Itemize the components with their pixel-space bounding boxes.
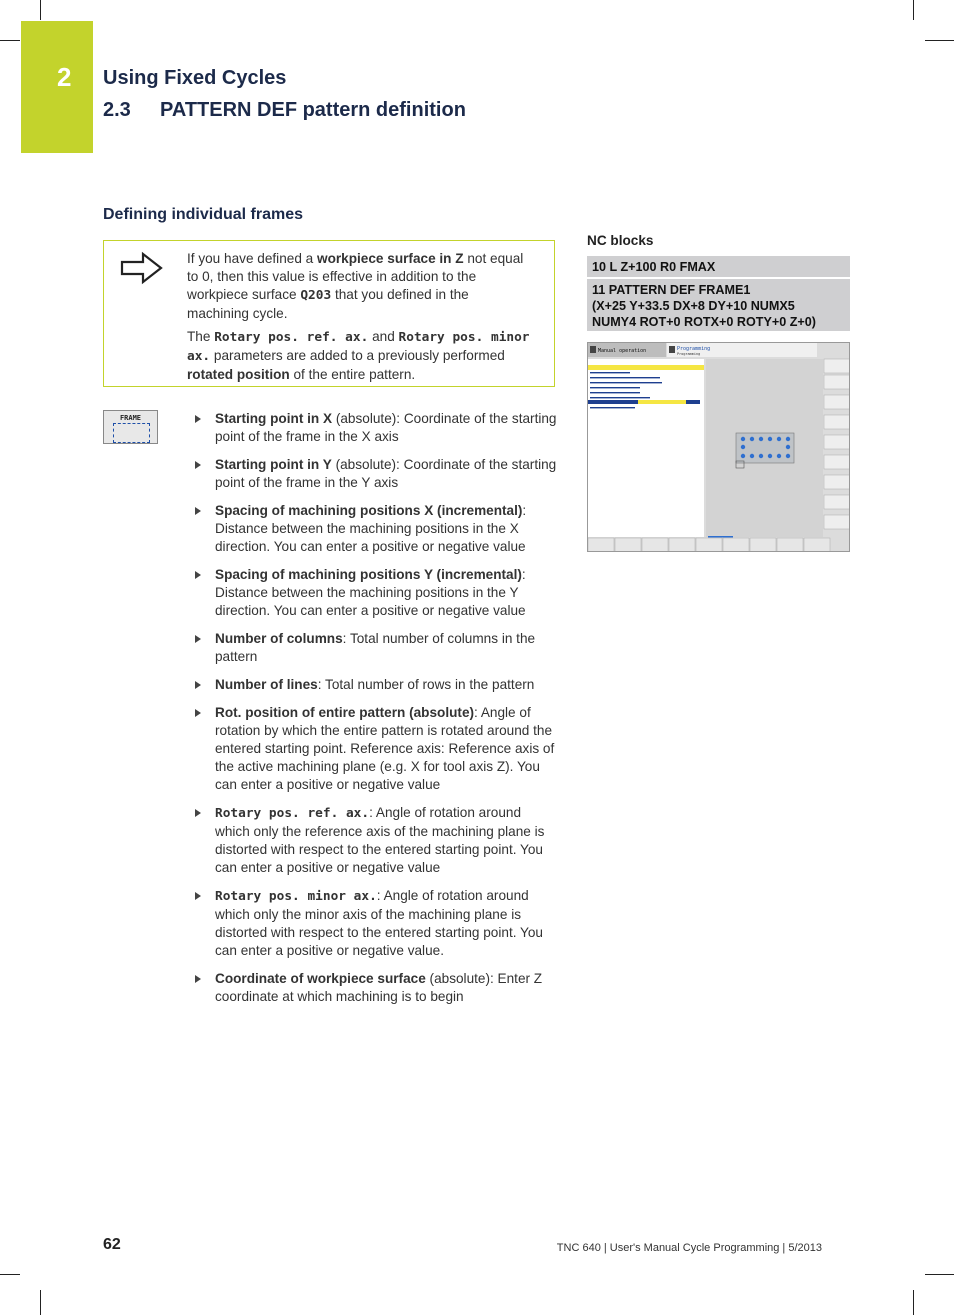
- note-box: [103, 240, 555, 387]
- bold-text: workpiece surface in Z: [317, 251, 464, 266]
- parameter-name: Rotary pos. ref. ax.: [214, 330, 369, 345]
- footer-text: TNC 640 | User's Manual Cycle Programming | 5/2013: [556, 1242, 822, 1254]
- bullet-arrow-icon: [195, 507, 201, 515]
- subheading: Defining individual frames: [103, 206, 304, 223]
- frame-pattern-icon: [113, 423, 150, 443]
- bold-text: Spacing of machining positions Y (incremental): [215, 567, 522, 582]
- body-text: If you have defined a: [187, 251, 317, 266]
- body-text: : Distance between the machining positions in the Y direction. You can enter a positive or negative value: [215, 567, 526, 618]
- section-heading: [103, 99, 466, 122]
- list-item: [193, 456, 558, 492]
- note-paragraph-2: [187, 328, 532, 384]
- bullet-arrow-icon: [195, 892, 201, 900]
- bullet-arrow-icon: [195, 809, 201, 817]
- bold-text: Starting point in X: [215, 411, 333, 426]
- bullet-arrow-icon: [195, 461, 201, 469]
- parameter-name: Q203: [300, 288, 332, 303]
- list-item: [193, 704, 558, 794]
- bullet-arrow-icon: [195, 415, 201, 423]
- body-text: and: [368, 329, 399, 344]
- nc-blocks-title: NC blocks: [587, 233, 654, 248]
- bullet-arrow-icon: [195, 571, 201, 579]
- crop-mark: [925, 1274, 954, 1275]
- screen-mode-right-sub: Programming: [677, 352, 701, 356]
- body-text: The: [187, 329, 215, 344]
- nc-block-2: [587, 279, 850, 331]
- section-number: 2.3: [103, 99, 131, 121]
- body-text: not equal to 0, then this value is effective in addition to the workpiece surface: [187, 251, 524, 302]
- nc-block-1-text: 10 L Z+100 R0 FMAX: [592, 260, 716, 274]
- list-item: [193, 804, 558, 877]
- nc-block-2-line-1: 11 PATTERN DEF FRAME1: [592, 283, 751, 297]
- parameter-name: Rotary pos. minor ax.: [187, 330, 530, 364]
- body-text: (absolute): Coordinate of the starting point of the frame in the X axis: [215, 411, 557, 444]
- section-title: PATTERN DEF pattern definition: [160, 99, 466, 121]
- bold-text: Rot. position of entire pattern (absolute): [215, 705, 475, 720]
- body-text: of the entire pattern.: [289, 367, 416, 382]
- crop-mark: [40, 1290, 41, 1315]
- body-text: : Angle of rotation around which only the reference axis of the machining plane is distorted with respect to the entered starting point. You can enter a positive or negative value: [215, 805, 545, 875]
- body-text: parameters are added to a previously performed: [210, 348, 505, 363]
- screen-mode-right: Programming: [677, 346, 711, 352]
- parameter-name: Rotary pos. minor ax.: [215, 889, 377, 904]
- control-screen-image: [588, 343, 850, 552]
- page-number: 62: [103, 1236, 121, 1253]
- body-text: : Angle of rotation by which the entire pattern is rotated around the entered starting point. Reference axis: Reference axis of the active machining plane (e.g. X for tool axis Z). You can enter a positive or negative value: [215, 705, 555, 792]
- crop-mark: [0, 1274, 20, 1275]
- nc-block-2-line-2: (X+25 Y+33.5 DX+8 DY+10 NUMX5: [592, 299, 795, 313]
- body-text: (absolute): Enter Z coordinate at which machining is to begin: [215, 971, 543, 1004]
- crop-mark: [0, 40, 20, 41]
- bold-text: rotated position: [187, 367, 290, 382]
- note-text: [187, 250, 532, 389]
- crop-mark: [913, 1290, 914, 1315]
- bold-text: Number of columns: [215, 631, 343, 646]
- list-item: [193, 566, 558, 620]
- crop-mark: [913, 0, 914, 20]
- list-item: [193, 410, 558, 446]
- body-text: : Angle of rotation around which only the minor axis of the machining plane is distorted with respect to the entered starting point. You can enter a positive or negative value.: [215, 888, 543, 958]
- bold-text: Starting point in Y: [215, 457, 332, 472]
- control-screenshot: [587, 342, 850, 552]
- bullet-arrow-icon: [195, 709, 201, 717]
- body-text: : Total number of rows in the pattern: [317, 677, 535, 692]
- bullet-arrow-icon: [195, 681, 201, 689]
- chapter-number: 2: [57, 62, 72, 92]
- bold-text: Number of lines: [215, 677, 318, 692]
- bullet-arrow-icon: [195, 635, 201, 643]
- list-item: [193, 630, 558, 666]
- screen-mode-left: Manual operation: [598, 348, 647, 354]
- arrow-right-icon: [119, 251, 165, 285]
- list-item: [193, 502, 558, 556]
- list-item: [193, 676, 558, 694]
- list-item: [193, 970, 558, 1006]
- bold-text: Coordinate of workpiece surface: [215, 971, 426, 986]
- crop-mark: [40, 0, 41, 20]
- note-paragraph-1: [187, 250, 532, 323]
- bold-text: Spacing of machining positions X (incremental): [215, 503, 523, 518]
- chapter-title: Using Fixed Cycles: [103, 67, 287, 89]
- crop-mark: [925, 40, 954, 41]
- softkey-label: FRAME: [119, 414, 142, 422]
- parameter-name: Rotary pos. ref. ax.: [215, 806, 370, 821]
- body-text: : Total number of columns in the pattern: [215, 631, 536, 664]
- nc-block-1: [587, 256, 850, 277]
- list-item: [193, 887, 558, 960]
- body-text: : Distance between the machining positions in the X direction. You can enter a positive or negative value: [215, 503, 527, 554]
- body-text: that you defined in the machining cycle.: [187, 287, 469, 321]
- bullet-arrow-icon: [195, 975, 201, 983]
- nc-block-2-line-3: NUMY4 ROT+0 ROTX+0 ROTY+0 Z+0): [592, 315, 816, 329]
- frame-softkey-icon: [103, 410, 158, 444]
- body-text: (absolute): Coordinate of the starting point of the frame in the Y axis: [215, 457, 557, 490]
- parameter-list: [193, 410, 558, 1016]
